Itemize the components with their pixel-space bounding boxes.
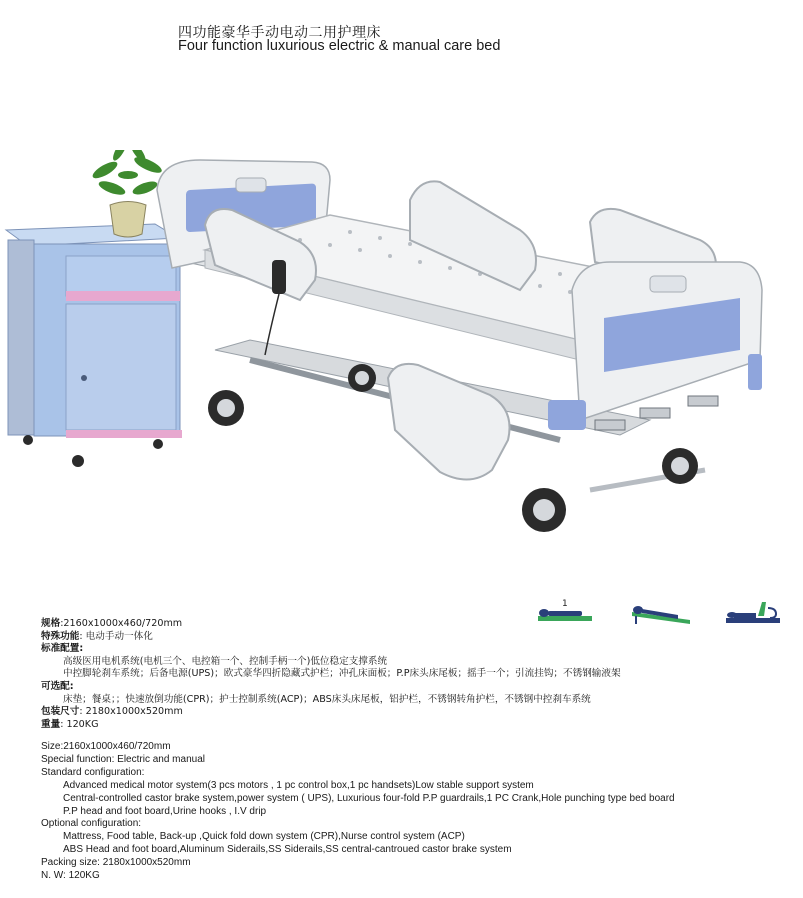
spec-en-special: Special function: Electric and manual <box>41 753 205 765</box>
foot-board <box>548 262 762 430</box>
spec-en-standard-label: Standard configuration: <box>41 766 145 778</box>
spec-en-optional-line-2: ABS Head and foot board,Aluminum Siderails,SS Siderails,SS central-cantroued castor brake system <box>63 844 512 856</box>
hospital-bed-photo <box>0 150 803 540</box>
spec-en-optional-line-1: Mattress, Food table, Back-up ,Quick fold down system (CPR),Nurse control system (ACP) <box>63 831 465 843</box>
spec-special-value: : 电动手动一体化 <box>79 630 153 642</box>
spec-optional-line-1: 床垫；餐桌；；快速放倒功能(CPR)；护士控制系统(ACP)；ABS床头床尾板，铝护栏，不锈钢转角护栏，不锈钢中控刹车系统 <box>63 693 591 705</box>
spec-en-optional-label: Optional configuration: <box>41 818 142 830</box>
bedside-cabinet <box>6 224 182 467</box>
trendelenburg-position-icon <box>630 598 692 626</box>
spec-weight-value: : 120KG <box>60 718 99 730</box>
spec-standard-label: 标准配置: <box>41 643 84 655</box>
spec-english <box>41 741 675 883</box>
spec-packing-value: : 2180x1000x520mm <box>79 706 183 718</box>
spec-en-standard-line-3: P.P head and foot board,Urine hooks , I.V drip <box>63 805 267 817</box>
spec-special-label: 特殊功能 <box>41 630 80 642</box>
spec-en-net-weight: N. W: 120KG <box>41 870 100 882</box>
spec-optional-label: 可选配: <box>41 680 74 692</box>
spec-packing-label: 包装尺寸 <box>41 706 80 718</box>
sitting-position-icon <box>724 598 782 626</box>
spec-standard-line-1: 高级医用电机系统(电机三个、电控箱一个、控制手柄一个)低位稳定支撑系统 <box>63 655 388 667</box>
spec-en-standard-line-1: Advanced medical motor system(3 pcs motors , 1 pc control box,1 pc handsets)Low stable support system <box>63 779 534 791</box>
spec-en-size: Size:2160x1000x460/720mm <box>41 741 171 752</box>
title-chinese: 四功能豪华手动电动二用护理床 <box>178 25 381 41</box>
spec-chinese <box>41 618 621 731</box>
spec-size-value: :2160x1000x460/720mm <box>60 618 183 629</box>
spec-en-packing: Packing size: 2180x1000x520mm <box>41 857 191 869</box>
position-icon-caption: 1 <box>562 599 568 609</box>
spec-packing-row <box>41 706 621 719</box>
spec-weight-row <box>41 719 621 732</box>
spec-size-row <box>41 618 621 631</box>
spec-weight-label: 重量 <box>41 718 61 730</box>
spec-size-label: 规格 <box>41 618 61 629</box>
spec-special-row <box>41 631 621 644</box>
spec-en-standard-line-2: Central-controlled castor brake system,power system ( UPS), Luxurious four-fold P.P guardrails,1 PC Crank,Hole punching type bed board <box>63 792 675 804</box>
spec-standard-line-2: 中控脚轮刹车系统；后备电源(UPS)；欧式豪华四折隐藏式护栏；冲孔床面板；P.P床头床尾板；摇手一个；引流挂钩；不锈钢输液架 <box>63 668 621 680</box>
title-english: Four function luxurious electric & manual care bed <box>178 38 501 54</box>
